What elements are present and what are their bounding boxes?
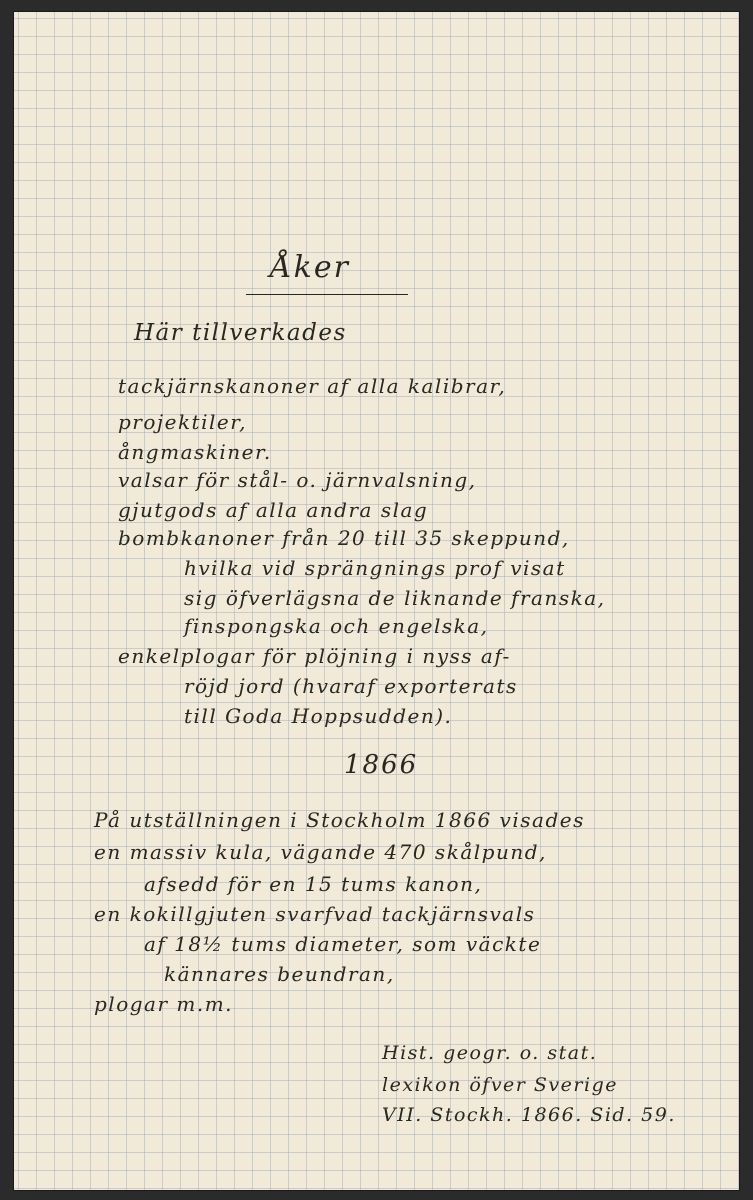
intro-line: Här tillverkades — [134, 320, 347, 346]
source-line: Hist. geogr. o. stat. — [382, 1042, 598, 1064]
exhibit-line: kännares beundran, — [164, 962, 395, 986]
list-line: ångmaskiner. — [118, 440, 272, 464]
year-heading: 1866 — [344, 750, 419, 780]
list-line: röjd jord (hvaraf exporterats — [184, 674, 518, 698]
page-title: Åker — [270, 250, 350, 285]
list-line: sig öfverlägsna de liknande franska, — [184, 586, 606, 610]
list-line: till Goda Hoppsudden). — [184, 704, 453, 728]
exhibit-line: plogar m.m. — [94, 992, 234, 1016]
exhibit-line: en kokillgjuten svarfvad tackjärnsvals — [94, 902, 536, 926]
list-line: tackjärnskanoner af alla kalibrar, — [118, 374, 507, 398]
manuscript-page — [14, 12, 739, 1190]
source-line: VII. Stockh. 1866. Sid. 59. — [382, 1104, 676, 1126]
exhibit-line: afsedd för en 15 tums kanon, — [144, 872, 483, 896]
list-line: hvilka vid sprängnings prof visat — [184, 556, 566, 580]
source-line: lexikon öfver Sverige — [382, 1074, 618, 1096]
list-line: enkelplogar för plöjning i nyss af- — [118, 644, 511, 668]
list-line: projektiler, — [118, 410, 247, 434]
exhibit-line: På utställningen i Stockholm 1866 visades — [94, 808, 585, 832]
list-line: gjutgods af alla andra slag — [118, 498, 429, 522]
list-line: valsar för stål- o. järnvalsning, — [118, 468, 477, 492]
list-line: finspongska och engelska, — [184, 614, 489, 638]
title-underline — [246, 294, 408, 295]
exhibit-line: af 18½ tums diameter, som väckte — [144, 932, 542, 956]
list-line: bombkanoner från 20 till 35 skeppund, — [118, 526, 570, 550]
exhibit-line: en massiv kula, vägande 470 skålpund, — [94, 840, 547, 864]
